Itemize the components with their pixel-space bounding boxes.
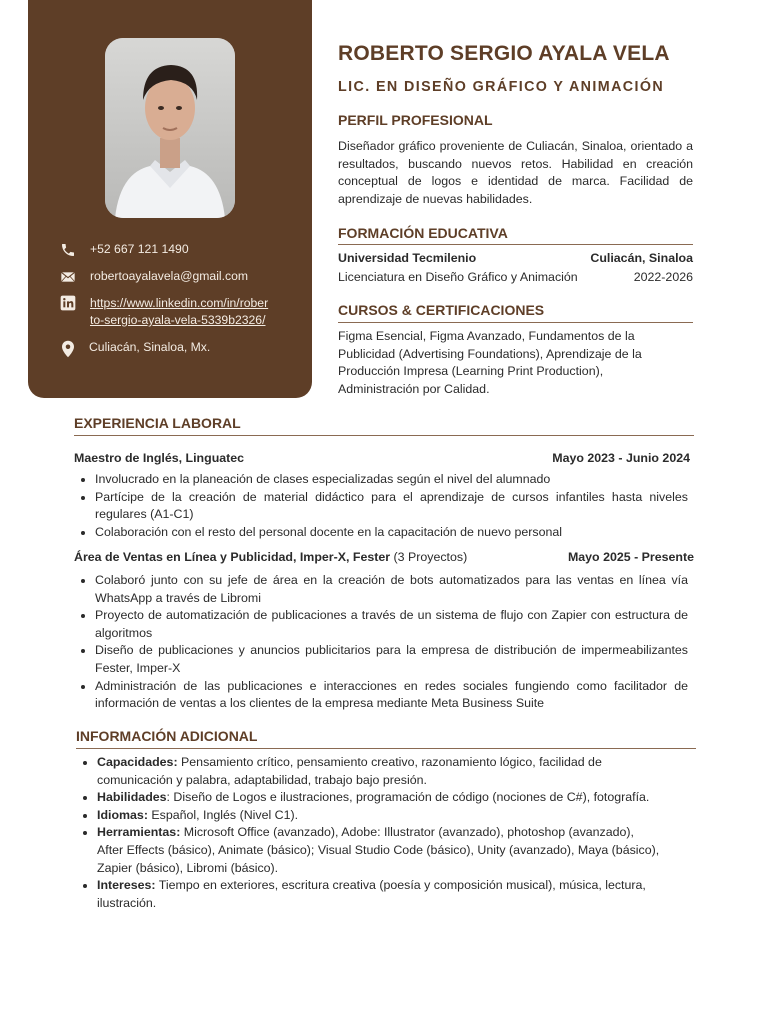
education-location: Culiacán, Sinaloa (590, 251, 693, 265)
job-bullets-1 (74, 471, 688, 541)
list-item (97, 789, 661, 807)
candidate-name: ROBERTO SERGIO AYALA VELA (338, 42, 670, 65)
candidate-title: LIC. EN DISEÑO GRÁFICO Y ANIMACIÓN (338, 79, 665, 95)
section-divider (76, 748, 696, 749)
list-item (97, 754, 661, 789)
item-text: Español, Inglés (Nivel C1). (147, 807, 299, 822)
item-label: Capacidades: (97, 755, 178, 769)
phone-icon (60, 242, 76, 258)
job-title: Área de Ventas en Línea y Publicidad, Imper-X, Fester (74, 550, 391, 564)
item-label: Herramientas: (97, 825, 181, 840)
section-heading-formacion: FORMACIÓN EDUCATIVA (338, 225, 508, 241)
education-row-1 (338, 251, 693, 265)
job-bullets-2 (74, 572, 688, 713)
section-heading-perfil: PERFIL PROFESIONAL (338, 112, 493, 128)
list-item: • Partícipe de la creación de material didáctico para el aprendizaje de cursos infantiles hasta niveles regulares (A1-C1) (95, 489, 688, 524)
list-item (97, 807, 661, 825)
list-item: • Proyecto de automatización de publicaciones a través de un sistema de flujo con Zapier con estructura de algoritmos (95, 607, 688, 642)
linkedin-icon (60, 295, 76, 311)
job-header-1 (74, 451, 690, 465)
contact-email (60, 268, 248, 285)
additional-list (76, 754, 661, 912)
education-years: 2022-2026 (633, 270, 693, 284)
contact-linkedin (60, 295, 268, 329)
item-label: Idiomas: (97, 807, 148, 822)
item-text: Pensamiento crítico, pensamiento creativo, razonamiento lógico, facilidad de comunicación y palabra, adaptabilidad, trabajo bajo presión. (97, 755, 602, 787)
job-title: Maestro de Inglés, Linguatec (74, 451, 245, 465)
job-title-extra: (3 Proyectos) (390, 550, 468, 564)
list-item: • Colaboración con el resto del personal docente en la capacitación de nuevo personal (95, 524, 688, 542)
phone-number: +52 667 121 1490 (90, 242, 189, 256)
job-dates: Mayo 2025 - Presente (567, 550, 694, 564)
email-link[interactable]: robertoayalavela@gmail.com (90, 269, 249, 283)
section-heading-adicional: INFORMACIÓN ADICIONAL (76, 728, 258, 744)
list-item: • Diseño de publicaciones y anuncios publicitarios para la empresa de distribución de impermeabilizantes Fester, Imper-X (95, 642, 688, 677)
linkedin-link[interactable] (90, 295, 268, 329)
list-item: • Colaboró junto con su jefe de área en la creación de bots automatizados para las ventas en línea vía WhatsApp a través de Libromi (95, 572, 688, 607)
profile-photo (105, 38, 235, 218)
item-text: : Diseño de Logos e ilustraciones, programación de código (nociones de C#), fotografía. (166, 790, 650, 805)
location-pin-icon (59, 339, 77, 359)
location-text: Culiacán, Sinaloa, Mx. (89, 340, 211, 354)
contact-phone (60, 241, 189, 258)
section-heading-experiencia: EXPERIENCIA LABORAL (74, 415, 241, 431)
contact-location (60, 339, 210, 359)
section-heading-cursos: CURSOS & CERTIFICACIONES (338, 302, 545, 318)
list-item (97, 824, 661, 877)
section-divider (338, 322, 693, 323)
job-header-2 (74, 550, 694, 564)
item-label: Habilidades (97, 790, 167, 805)
mail-icon (60, 269, 76, 285)
education-degree: Licenciatura en Diseño Gráfico y Animación (338, 270, 578, 284)
perfil-text: Diseñador gráfico proveniente de Culiacán, Sinaloa, orientado a resultados, buscando nuevos retos. Habilidad en creación conceptual de logos e identidad de marca. Facilidad de aprendizaje de nuevas habilidades. (338, 139, 693, 206)
section-divider (338, 244, 693, 245)
list-item: • Administración de las publicaciones e interacciones en redes sociales fungiendo como facilitador de información de ventas a los clientes de la empresa mediante Meta Business Suite (95, 678, 688, 713)
item-text: Microsoft Office (avanzado), Adobe: Illustrator (avanzado), photoshop (avanzado), After Effects (básico), Animate (básico); Visual Studio Code (básico), Unity (avanzado), Maya (básico), Zapier (básico), Libromi (básico). (97, 825, 660, 875)
item-text: Tiempo en exteriores, escritura creativa (poesía y composición musical), música, lectura, ilustración. (97, 878, 646, 910)
list-item (97, 877, 661, 912)
job-title-wrap (74, 550, 467, 564)
cursos-text: Figma Esencial, Figma Avanzado, Fundamentos de la Publicidad (Advertising Foundations), Aprendizaje de la Producción Impresa (Learning Print Production), Administración por Calidad. (338, 329, 642, 396)
linkedin-url-line1: https://www.linkedin.com/in/rober (90, 296, 269, 310)
linkedin-url-line2: to-sergio-ayala-vela-5339b2326/ (90, 313, 266, 327)
list-item: • Involucrado en la planeación de clases especializadas según el nivel del alumnado (95, 471, 688, 489)
section-divider (74, 435, 694, 436)
job-dates: Mayo 2023 - Junio 2024 (552, 451, 690, 465)
education-institution: Universidad Tecmilenio (338, 251, 477, 265)
item-label: Intereses: (97, 878, 156, 893)
education-row-2 (338, 270, 693, 284)
